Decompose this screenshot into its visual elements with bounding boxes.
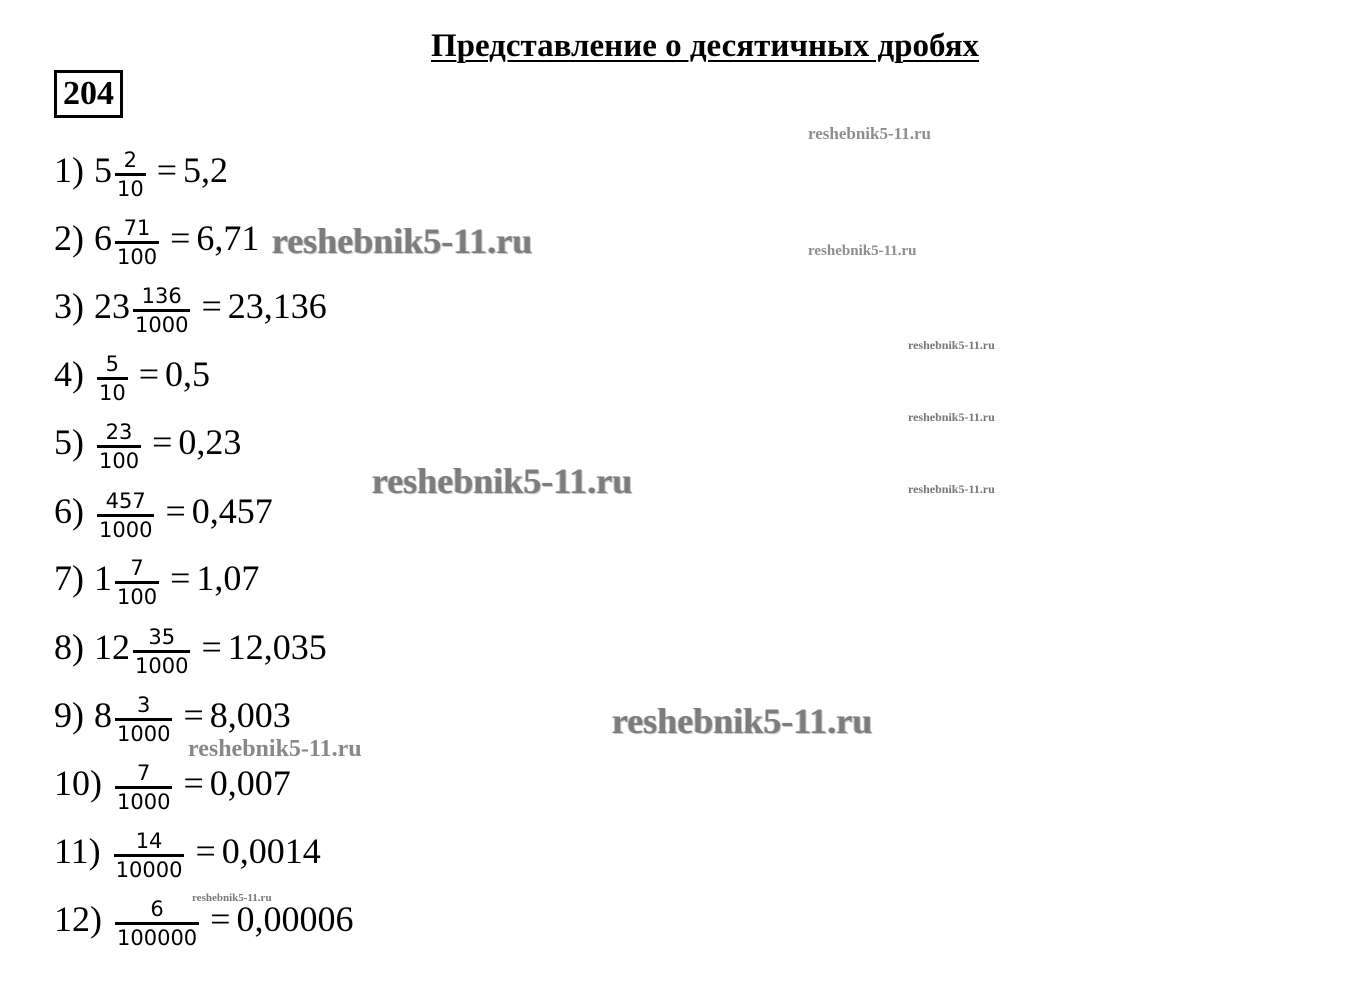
watermark: reshebnik5-11.ru [372, 461, 633, 501]
fraction-numerator: 7 [130, 555, 144, 580]
fraction [115, 760, 172, 815]
item-label: 5) [54, 422, 84, 462]
watermark: reshebnik5-11.ru [272, 221, 533, 261]
task-number-box: 204 [54, 70, 123, 118]
watermark: reshebnik5-11.ru [908, 410, 995, 424]
page-title: Представление о десятичных дробях [430, 28, 980, 65]
decimal-result: 12,035 [227, 627, 327, 667]
fraction [115, 555, 159, 610]
equals-sign: = [201, 286, 222, 326]
watermark: reshebnik5-11.ru [188, 736, 362, 762]
item-label: 9) [54, 695, 84, 735]
item-label: 4) [54, 354, 84, 394]
fraction-numerator: 14 [135, 828, 163, 853]
watermark: reshebnik5-11.ru [908, 482, 995, 496]
fraction-numerator: 23 [105, 419, 133, 444]
fraction [114, 828, 185, 883]
fraction-denominator: 1000 [135, 653, 189, 678]
fraction-numerator: 7 [137, 760, 151, 785]
decimal-result: 5,2 [183, 150, 229, 190]
equals-sign: = [170, 218, 191, 258]
equation-row [54, 889, 353, 949]
fraction-numerator: 35 [148, 624, 176, 649]
equals-sign: = [183, 763, 204, 803]
whole-part: 12 [94, 627, 130, 667]
fraction [115, 215, 159, 270]
decimal-result: 0,5 [165, 354, 211, 394]
equals-sign: = [201, 627, 222, 667]
equation-row [54, 685, 291, 745]
fraction-numerator: 6 [150, 896, 164, 921]
fraction [115, 147, 146, 202]
equals-sign: = [165, 491, 186, 531]
fraction-denominator: 100000 [117, 925, 198, 950]
decimal-result: 23,136 [227, 286, 327, 326]
decimal-result: 8,003 [209, 695, 291, 735]
whole-part: 6 [94, 218, 112, 258]
equals-sign: = [156, 150, 178, 190]
equation-row [54, 753, 291, 813]
fraction-denominator: 100 [117, 244, 158, 269]
equals-sign: = [152, 422, 173, 462]
item-label: 6) [54, 491, 84, 531]
fraction-denominator: 1000 [99, 517, 153, 542]
equals-sign: = [183, 695, 204, 735]
item-label: 10) [54, 763, 102, 803]
fraction-denominator: 10000 [115, 857, 183, 882]
equation-row [54, 412, 241, 472]
fraction [133, 283, 190, 338]
item-label: 8) [54, 627, 84, 667]
fraction-denominator: 10 [117, 176, 144, 201]
fraction-denominator: 1000 [117, 789, 171, 814]
fraction-numerator: 136 [141, 283, 182, 308]
equals-sign: = [138, 354, 160, 394]
watermark: reshebnik5-11.ru [612, 701, 873, 741]
equation-row [54, 548, 259, 608]
decimal-result: 6,71 [196, 218, 260, 258]
equals-sign: = [210, 899, 231, 939]
fraction [115, 896, 199, 951]
watermark: reshebnik5-11.ru [192, 892, 272, 904]
decimal-result: 0,007 [209, 763, 291, 803]
fraction-denominator: 1000 [117, 721, 171, 746]
fraction-numerator: 2 [123, 147, 138, 172]
watermark: reshebnik5-11.ru [808, 243, 917, 259]
equation-row [54, 481, 273, 541]
whole-part: 23 [94, 286, 130, 326]
fraction-numerator: 71 [123, 215, 151, 240]
fraction-denominator: 10 [99, 380, 126, 405]
item-label: 1) [54, 150, 84, 190]
equation-row [54, 344, 210, 404]
fraction [115, 692, 172, 747]
equation-row [54, 208, 259, 268]
item-label: 2) [54, 218, 84, 258]
item-label: 7) [54, 558, 84, 598]
fraction-denominator: 1000 [135, 312, 189, 337]
equation-row [54, 140, 228, 200]
decimal-result: 0,00006 [236, 899, 354, 939]
item-label: 11) [54, 831, 101, 871]
watermark: reshebnik5-11.ru [908, 338, 995, 352]
equals-sign: = [195, 831, 216, 871]
whole-part: 8 [94, 695, 112, 735]
decimal-result: 0,457 [191, 491, 273, 531]
fraction-numerator: 5 [105, 351, 120, 376]
watermark: reshebnik5-11.ru [808, 124, 931, 143]
fraction [97, 351, 128, 406]
equation-row [54, 617, 327, 677]
whole-part: 5 [94, 150, 112, 190]
fraction [97, 419, 141, 474]
equation-row [54, 821, 321, 881]
whole-part: 1 [94, 558, 112, 598]
fraction-denominator: 100 [99, 448, 140, 473]
fraction-denominator: 100 [117, 584, 158, 609]
decimal-result: 1,07 [196, 558, 260, 598]
fraction-numerator: 3 [137, 692, 151, 717]
fraction-numerator: 457 [105, 488, 146, 513]
fraction [133, 624, 190, 679]
decimal-result: 0,23 [178, 422, 242, 462]
decimal-result: 0,0014 [221, 831, 321, 871]
equals-sign: = [170, 558, 191, 598]
fraction [97, 488, 154, 543]
item-label: 3) [54, 286, 84, 326]
equation-row [54, 276, 327, 336]
item-label: 12) [54, 899, 102, 939]
